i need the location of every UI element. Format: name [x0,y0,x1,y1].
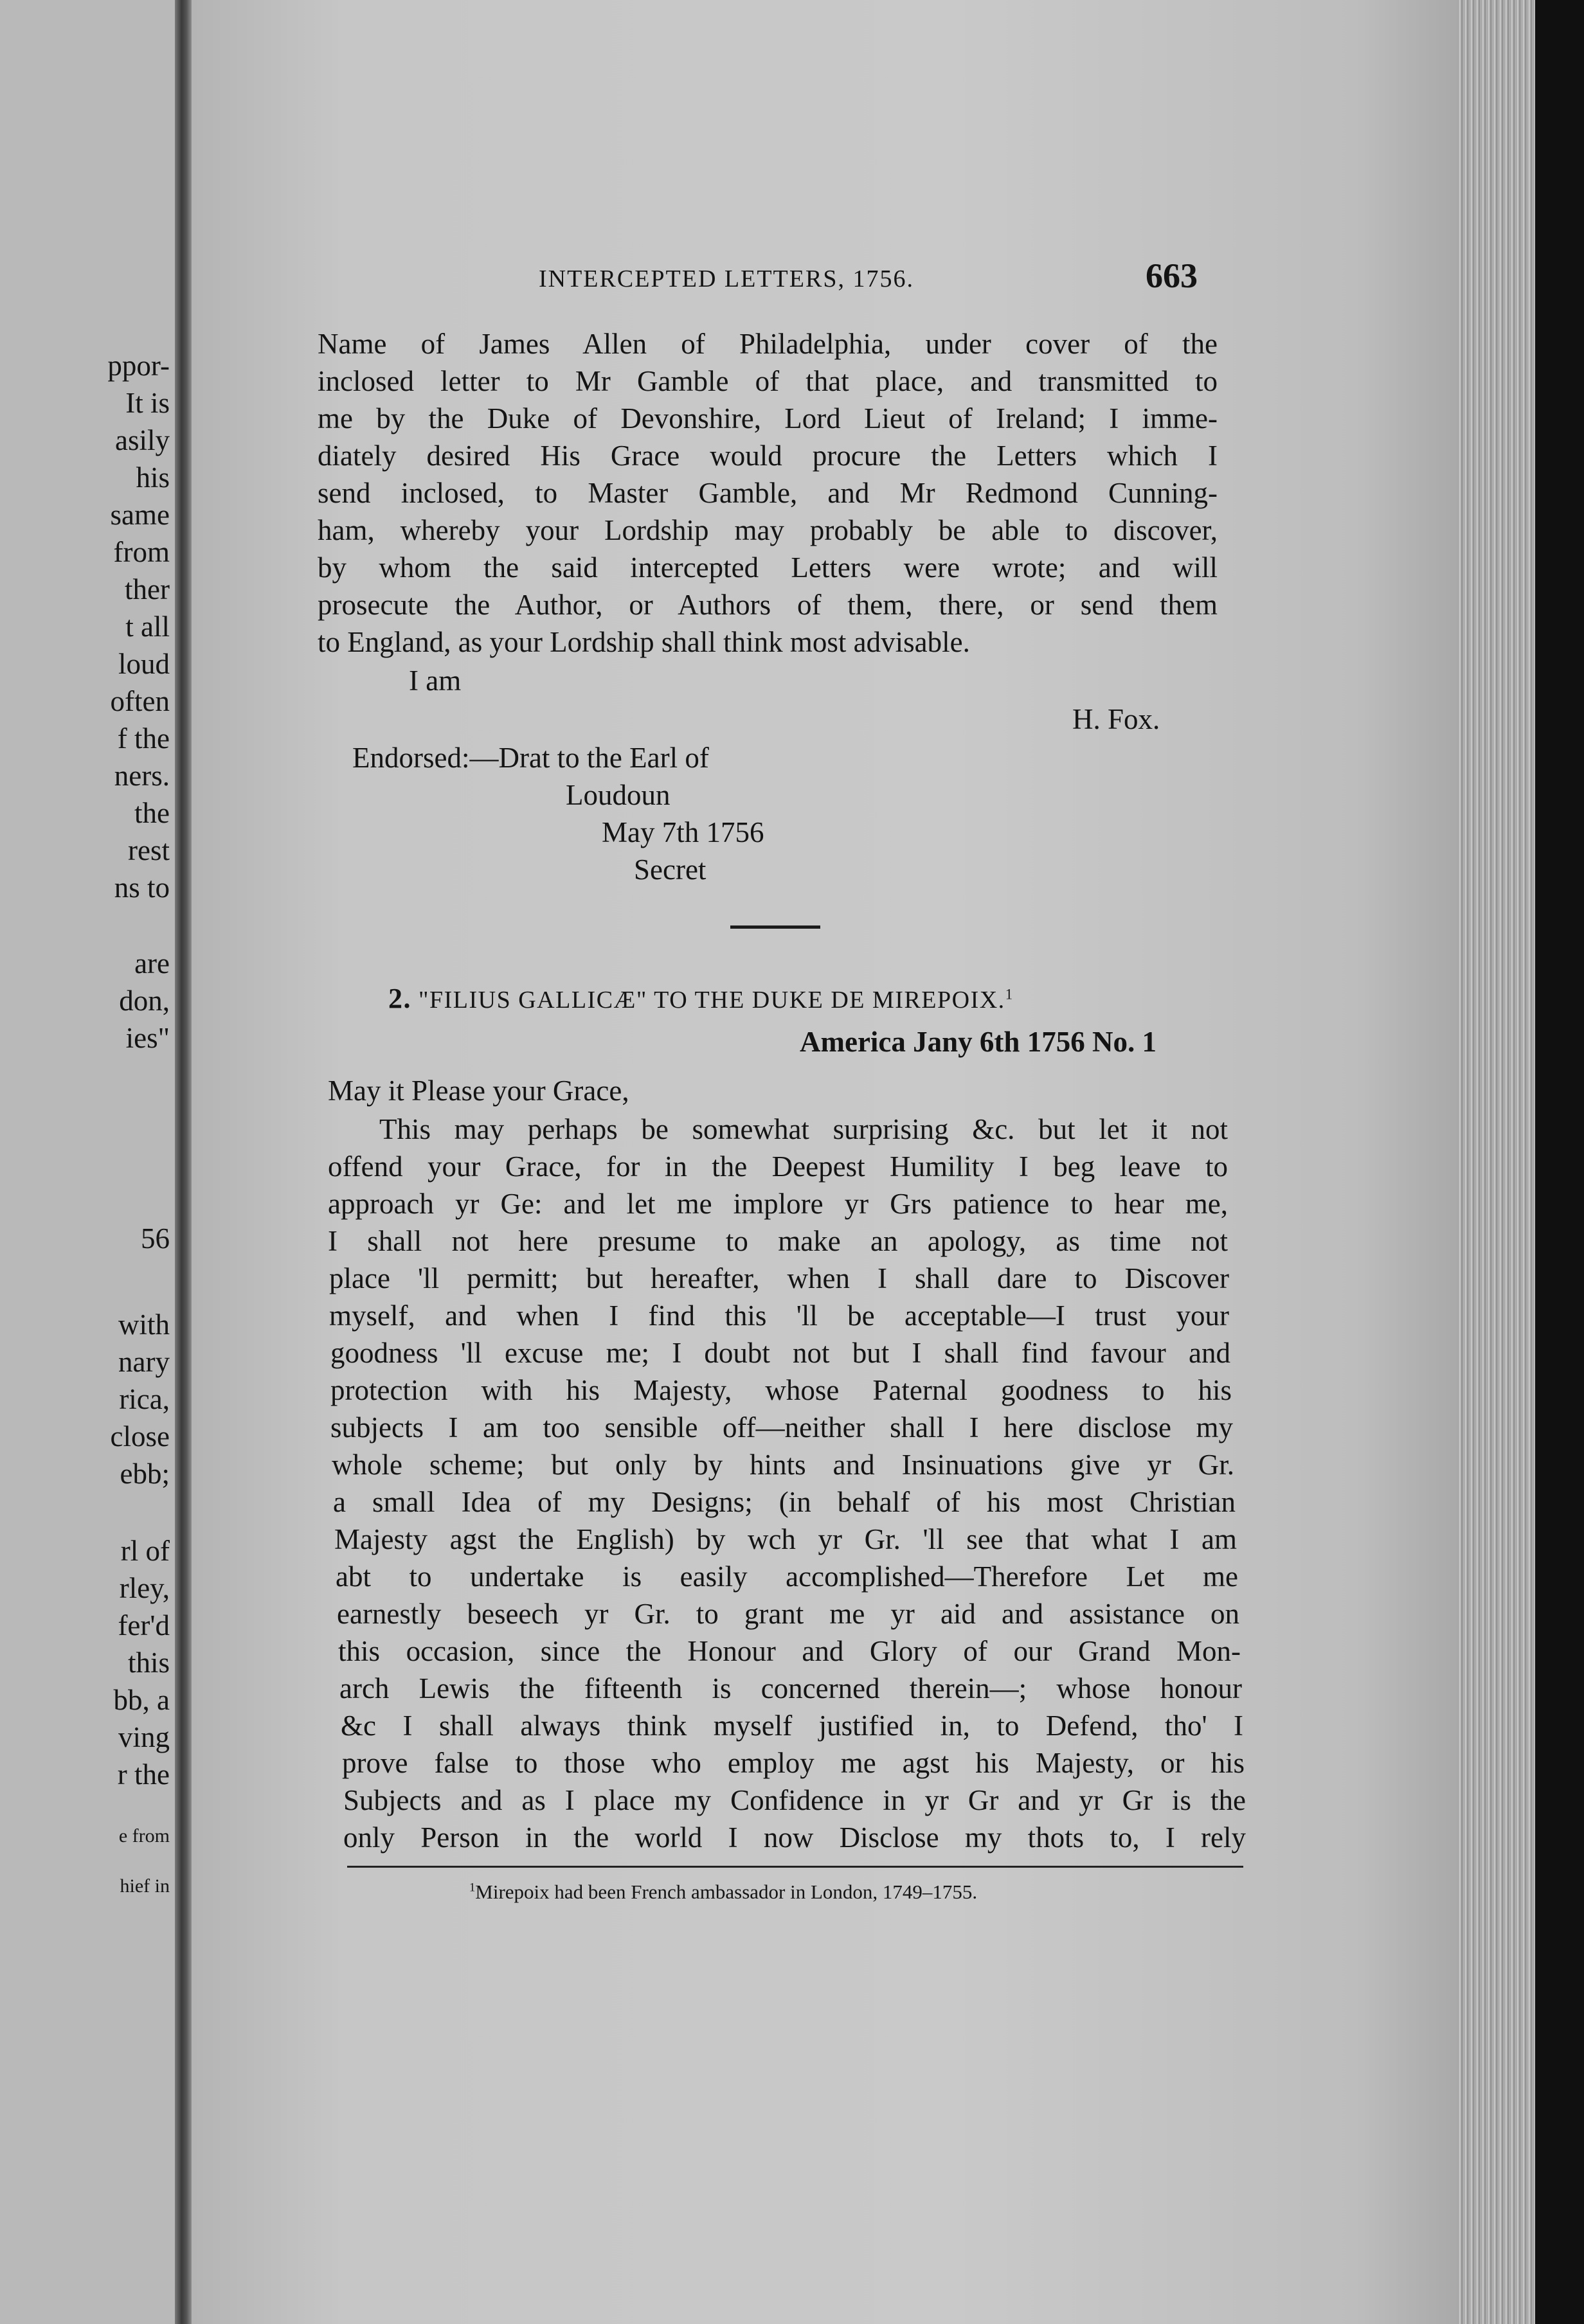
letter2-line: only Person in the world I now Disclose my thots to, I rely [343,1821,1246,1854]
left-page-fragment: loud [118,648,170,680]
left-page-fragment: fer'd [118,1609,170,1641]
letter2-title-text: "FILIUS GALLICÆ" TO THE DUKE DE MIREPOIX. [419,987,1005,1014]
page-edges [1458,0,1535,2324]
letter1-line: inclosed letter to Mr Gamble of that place, and transmitted to [318,365,1218,397]
letter2-line: place 'll permitt; but hereafter, when I shall dare to Discover [329,1262,1229,1294]
letter2-line: whole scheme; but only by hints and Insinuations give yr Gr. [332,1449,1234,1481]
letter2-line: arch Lewis the fifteenth is concerned therein—; whose honour [339,1672,1242,1704]
left-page-fragment: f the [117,722,170,755]
letter2-line: approach yr Ge: and let me implore yr Grs patience to hear me, [328,1188,1228,1220]
footnote-text: Mirepoix had been French ambassador in London, 1749–1755. [475,1881,978,1903]
left-page-fragment: ving [118,1721,170,1753]
left-page-fragment: asily [115,424,170,456]
letter2-line: Majesty agst the English) by wch yr Gr. 'll see that what I am [334,1523,1237,1555]
endorsement-line: Secret [634,854,706,886]
left-page-fragment: are [134,947,170,979]
letter2-line: this occasion, since the Honour and Glory of our Grand Mon- [338,1635,1241,1667]
letter1-line: by whom the said intercepted Letters were wrote; and will [318,551,1218,584]
letter2-line: This may perhaps be somewhat surprising &c. but let it not [379,1113,1228,1145]
letter1-closing: I am [409,665,462,697]
footnote-reference: 1 [1005,986,1014,1003]
left-page-fragment: with [118,1309,170,1341]
left-page-fragment: ners. [114,760,170,792]
letter2-line: Subjects and as I place my Confidence in yr Gr and yr Gr is the [343,1784,1246,1816]
left-page-footnote-fragment: hief in [120,1875,170,1897]
left-page-footnote-fragment: e from [118,1825,170,1846]
left-page-fragment: t all [125,611,170,643]
letter1-signature: H. Fox. [1072,703,1160,735]
left-page-fragment: his [136,461,170,494]
letter2-line: earnestly beseech yr Gr. to grant me yr aid and assistance on [337,1598,1239,1630]
letter2-line: &c I shall always think myself justified in, to Defend, tho' I [341,1710,1243,1742]
footnote-marker: 1 [469,1881,476,1895]
letter2-salutation: May it Please your Grace, [328,1075,629,1107]
letter1-line: ham, whereby your Lordship may probably be able to discover, [318,514,1218,546]
book-gutter [175,0,192,2324]
endorsement-line: May 7th 1756 [602,816,764,848]
left-page [0,0,175,2324]
left-page-fragment: nary [118,1346,170,1378]
letter1-line: diately desired His Grace would procure the Letters which I [318,440,1218,472]
left-page-fragment: often [110,685,170,717]
left-page-fragment: from [113,536,170,568]
left-page-fragment: ther [125,573,170,605]
letter2-line: prove false to those who employ me agst his Majesty, or his [342,1747,1245,1779]
left-page-fragment: ebb; [120,1458,170,1490]
left-page-fragment: the [134,797,170,829]
letter2-title [388,982,1014,1015]
letter1-line: Name of James Allen of Philadelphia, under cover of the [318,328,1218,360]
letter2-dateline: America Jany 6th 1756 No. 1 [800,1026,1156,1058]
left-page-fragment: don, [119,985,170,1017]
left-page-fragment: rley, [119,1572,170,1604]
left-page-fragment: ppor- [107,350,170,382]
left-page-fragment: bb, a [113,1684,170,1716]
footnote [469,1881,977,1904]
endorsement-line: Endorsed:—Drat to the Earl of [352,742,709,774]
left-page-fragment: rl of [120,1535,170,1567]
page-number: 663 [1146,256,1198,295]
letter1-line: prosecute the Author, or Authors of them, there, or send them [318,589,1218,621]
left-page-fragment: r the [117,1758,170,1791]
left-page-fragment: ns to [114,872,170,904]
endorsement-line: Loudoun [566,779,670,811]
left-page-fragment: rica, [119,1383,170,1415]
left-page-fragment: this [127,1647,170,1679]
left-page-fragment: 56 [141,1222,170,1255]
letter2-line: abt to undertake is easily accomplished—Therefore Let me [336,1560,1238,1593]
letter2-line: I shall not here presume to make an apology, as time not [328,1225,1228,1257]
letter2-line: subjects I am too sensible off—neither shall I here disclose my [330,1411,1233,1444]
letter2-line: a small Idea of my Designs; (in behalf of his most Christian [333,1486,1236,1518]
left-page-fragment: same [110,499,170,531]
running-head: INTERCEPTED LETTERS, 1756. [539,265,914,292]
letter2-number: 2. [388,983,411,1014]
left-page-fragment: rest [128,834,170,866]
left-page-fragment: close [110,1420,170,1452]
letter2-line: offend your Grace, for in the Deepest Humility I beg leave to [328,1150,1228,1183]
letter2-line: myself, and when I find this 'll be acceptable—I trust your [329,1300,1229,1332]
letter2-line: protection with his Majesty, whose Paternal goodness to his [330,1374,1232,1406]
footnote-rule [347,1866,1243,1868]
letter1-last-line: to England, as your Lordship shall think most advisable. [318,626,970,658]
left-page-fragment: ies" [125,1022,170,1054]
left-page-fragment: It is [125,387,170,419]
scan-background [1535,0,1584,2324]
letter1-line: me by the Duke of Devonshire, Lord Lieut of Ireland; I imme- [318,402,1218,434]
section-divider [730,925,820,929]
letter2-line: goodness 'll excuse me; I doubt not but I shall find favour and [330,1337,1230,1369]
letter1-line: send inclosed, to Master Gamble, and Mr Redmond Cunning- [318,477,1218,509]
